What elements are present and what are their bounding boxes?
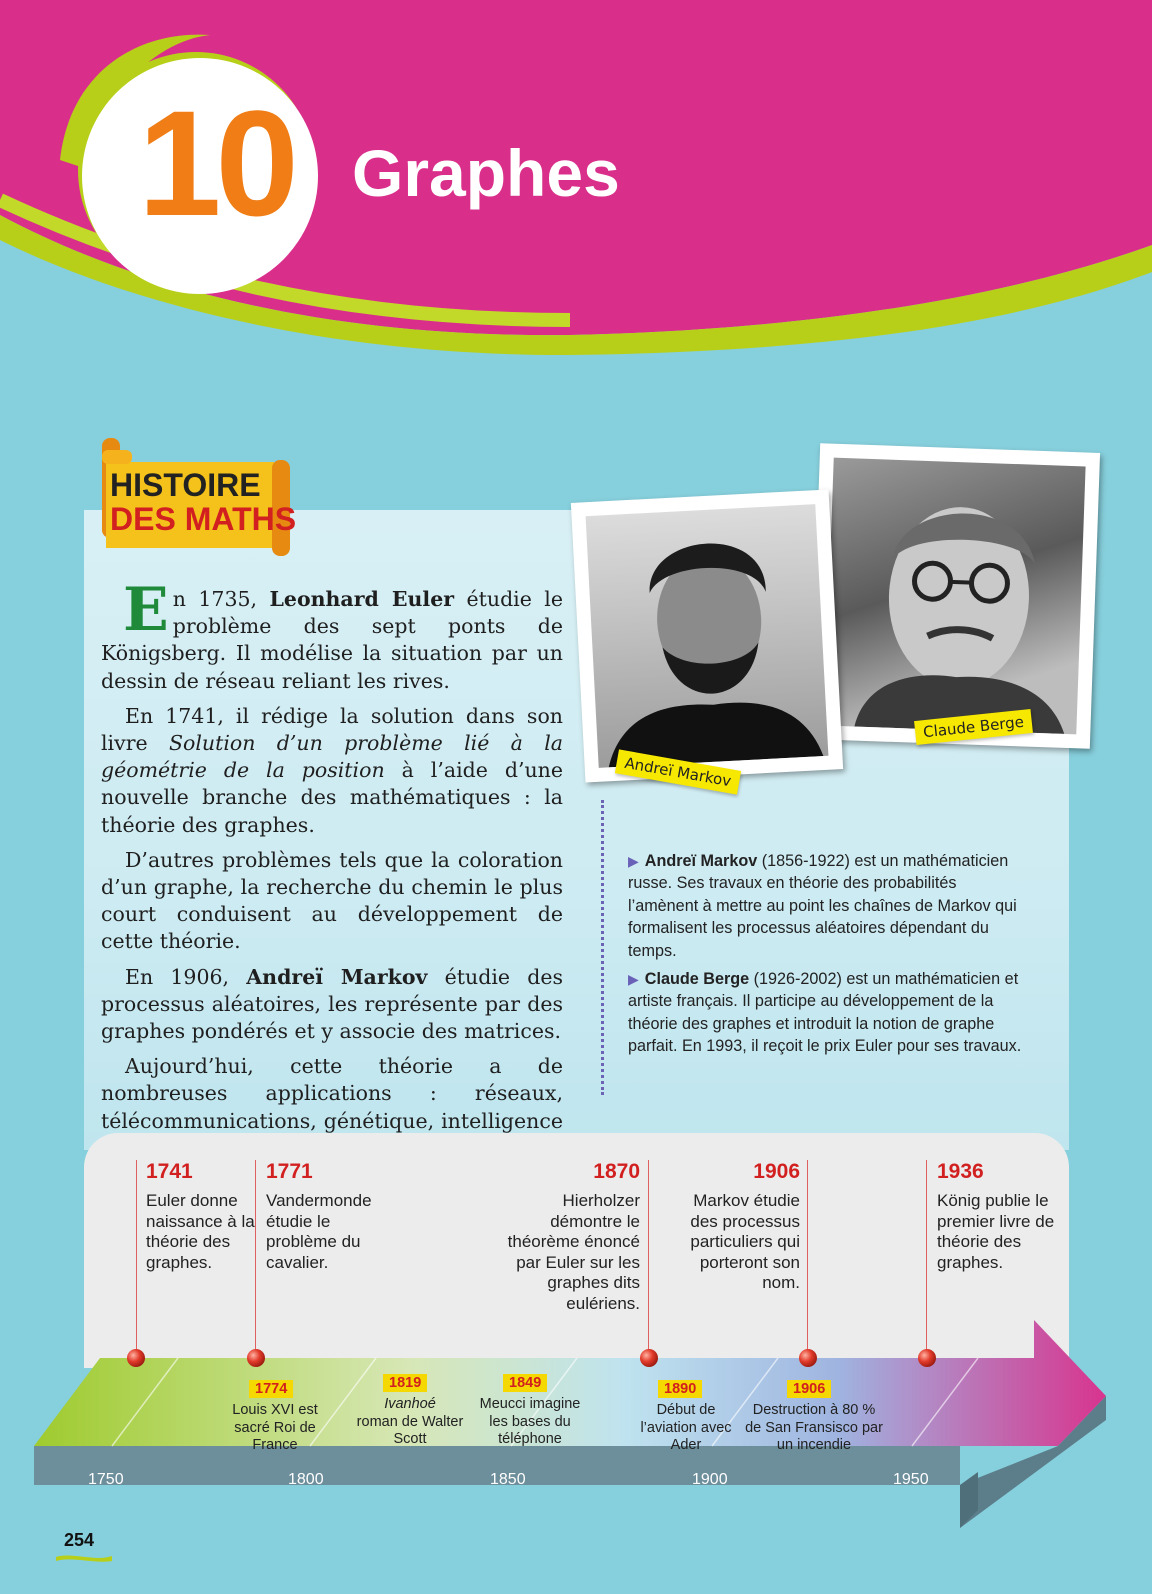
event-year-1870: 1870 <box>593 1160 640 1183</box>
biographies <box>628 850 1030 1064</box>
bio-berge-name: Claude Berge <box>644 970 750 989</box>
photo-andrei-markov <box>571 489 843 782</box>
bio-berge <box>628 968 1030 1058</box>
claude-berge-portrait <box>824 458 1085 735</box>
banner-line1: HISTOIRE <box>110 467 261 503</box>
axis-label-1950: 1950 <box>893 1471 929 1488</box>
ivanhoe-title: Ivanhoé <box>384 1396 436 1412</box>
axis-label-1850: 1850 <box>490 1471 526 1488</box>
paragraph-3: D’autres problèmes tels que la coloration d’un graphe, la recherche du chemin le plus court conduisent au développement de cette théorie. <box>101 847 563 954</box>
event-year-1936: 1936 <box>937 1160 984 1183</box>
event-year-1741: 1741 <box>146 1160 193 1183</box>
event-text-1870: Hierholzer démontre le théorème énoncé par Euler sur les graphes dits eulériens. <box>507 1191 640 1313</box>
paragraph-1 <box>101 575 563 695</box>
p1-start: n 1735, <box>172 587 270 611</box>
minor-year-1906: 1906 <box>787 1380 831 1398</box>
history-text <box>101 575 563 1170</box>
axis-label-1800: 1800 <box>288 1471 324 1488</box>
paragraph-4 <box>101 964 563 1046</box>
event-year-1771: 1771 <box>266 1160 313 1183</box>
book-title: Solution d’un problème lié à la géométrie de la position <box>101 731 563 783</box>
event-text-1906: Markov étudie des processus particuliers qui porteront son nom. <box>690 1191 800 1292</box>
paragraph-5: Aujourd’hui, cette théorie a de nombreuses applications : réseaux, télécommunications, génétique, intelligence <box>101 1054 563 1133</box>
event-text-1741: Euler donne naissance à la théorie des graphes. <box>146 1191 255 1272</box>
photo-claude-berge <box>810 443 1100 749</box>
triangle-bullet-icon: ▶ <box>628 853 639 869</box>
banner-line2: DES MATHS <box>110 501 297 537</box>
pin-1741 <box>127 1349 145 1367</box>
euler-name: Leonhard Euler <box>269 587 455 611</box>
minor-text-1774: Louis XVI est sacré Roi de France <box>232 1402 318 1453</box>
minor-text-1906: Destruction à 80 % de San Fransisco par un incendie <box>745 1402 883 1453</box>
event-line-1870 <box>648 1160 649 1355</box>
p2-b: à l’aide d’une nouvelle branche des mathématiques : la théorie des graphes. <box>101 758 563 837</box>
event-line-1936 <box>926 1160 927 1355</box>
timeline-pins <box>0 1340 1152 1380</box>
event-text-1771: Vandermonde étudie le problème du cavalier. <box>266 1191 372 1272</box>
andrei-markov-portrait <box>586 504 829 768</box>
p4-b: étudie des processus aléatoires, les représente par des graphes pondérés et y associe des matrices. <box>101 964 563 1044</box>
bio-markov-text: (1856-1922) est un mathématicien russe. Ses travaux en théorie des probabilités l’amènent à mettre au point les chaînes de Markov qui formalisent les processus aléatoires dépendant du temps. <box>628 852 1017 960</box>
event-text-1936: König publie le premier livre de théorie des graphes. <box>937 1191 1055 1272</box>
pin-1870 <box>640 1349 658 1367</box>
axis-label-1900: 1900 <box>692 1471 728 1488</box>
minor-year-1774: 1774 <box>249 1380 293 1398</box>
caption-claude-berge: Claude Berge <box>914 709 1033 745</box>
minor-text-1890: Début de l’aviation avec Ader <box>640 1402 732 1453</box>
axis-label-1750: 1750 <box>88 1471 124 1488</box>
bio-berge-text: (1926-2002) est un mathématicien et artiste français. Il participe au développement de la théorie des graphes et introduit la notion de graphe parfait. En 1993, il reçoit le prix Euler pour ses travaux. <box>628 970 1022 1056</box>
caption-andrei-markov: Andreï Markov <box>615 749 741 794</box>
event-line-1906 <box>807 1160 808 1355</box>
event-year-1906: 1906 <box>753 1160 800 1183</box>
dropcap: E <box>123 575 169 645</box>
minor-text-1819 <box>355 1396 465 1449</box>
chapter-number: 10 <box>138 79 293 247</box>
minor-year-1819: 1819 <box>383 1374 427 1392</box>
bio-markov <box>628 850 1030 962</box>
p1-tail: étudie le problème des sept ponts de Königsberg. Il modélise la situation par un dessin de réseau reliant les rives. <box>101 587 563 693</box>
page-number-underline <box>56 1552 112 1562</box>
markov-name: Andreï Markov <box>246 964 428 989</box>
paragraph-2 <box>101 703 563 839</box>
pin-1906 <box>799 1349 817 1367</box>
minor-text-1849: Meucci imagine les bases du téléphone <box>479 1396 581 1447</box>
event-line-1741 <box>136 1160 137 1355</box>
chapter-title: Graphes <box>352 136 620 210</box>
minor-year-1849: 1849 <box>503 1374 547 1392</box>
page-number: 254 <box>64 1530 95 1550</box>
pin-1936 <box>918 1349 936 1367</box>
minor-year-1890: 1890 <box>658 1380 702 1398</box>
minor-text-1819-rest: roman de Walter Scott <box>356 1413 464 1447</box>
p2-a: En 1741, il rédige la solution dans son livre <box>101 703 563 756</box>
dotted-separator <box>601 800 604 1095</box>
pin-1771 <box>247 1349 265 1367</box>
p4-a: En 1906, <box>125 964 247 989</box>
triangle-bullet-icon: ▶ <box>628 971 639 988</box>
bio-markov-name: Andreï Markov <box>644 852 758 870</box>
